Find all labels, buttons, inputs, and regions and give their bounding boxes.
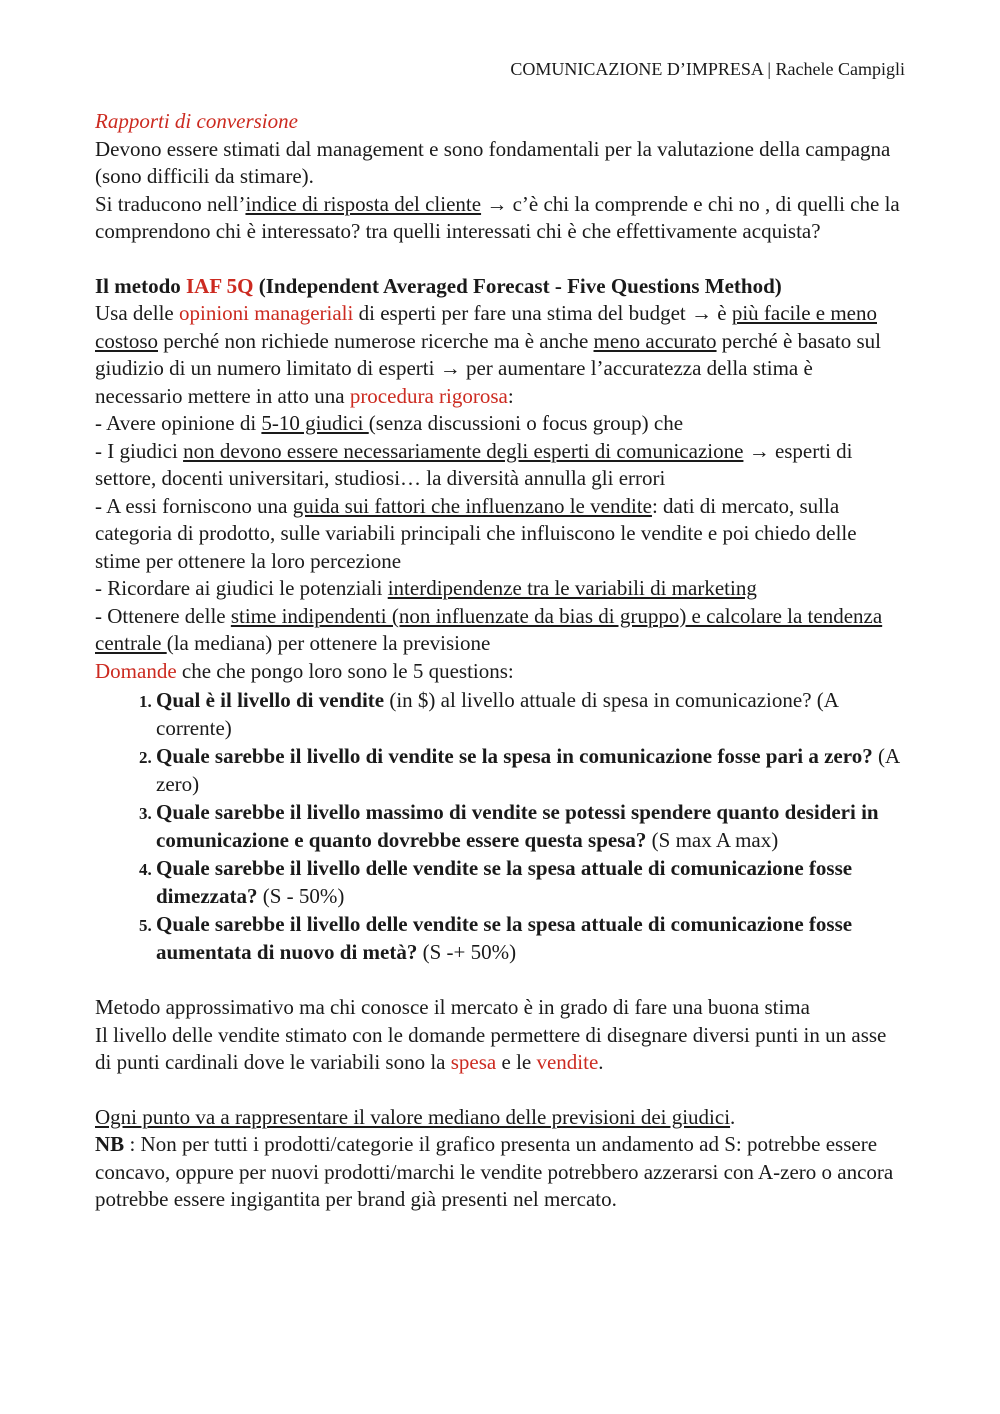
- text-run: (la mediana) per ottenere la previsione: [166, 631, 491, 655]
- text-run: .: [730, 1104, 736, 1129]
- text-run: perché è basato sul giudizio di un numero limitato di esperti → per aumentare l’accuratezza della stima è necessario mettere in atto una: [95, 328, 881, 408]
- question-item: [156, 911, 905, 966]
- underlined-term: guida sui fattori che influenzano le vendite: [292, 493, 652, 518]
- question-text: Qual è il livello di vendite: [156, 688, 385, 712]
- underlined-term: indice di risposta del cliente: [245, 191, 482, 216]
- method-acronym: IAF 5Q: [186, 273, 254, 298]
- highlight-term: opinioni manageriali: [178, 301, 354, 325]
- text-run: Usa delle: [95, 301, 179, 325]
- highlight-term: Domande: [95, 658, 177, 683]
- question-text: Quale sarebbe il livello massimo di vendite se potessi spendere quanto desideri in comunicazione e quanto dovrebbe essere questa spesa?: [156, 800, 879, 852]
- text-run: → esperti di settore, docenti universitari, studiosi… la diversità annulla gli errori: [95, 438, 853, 490]
- closing-paragraph-3: [95, 1104, 905, 1132]
- underlined-term: Ogni punto va a rappresentare il valore mediano delle previsioni dei giudici: [95, 1104, 731, 1129]
- underlined-term: più facile e meno costoso: [95, 301, 877, 353]
- spacer: [95, 246, 905, 273]
- text-run: : Non per tutti i prodotti/categorie il grafico presenta un andamento ad S: potrebbe essere concavo, oppure per nuovi prodotti/marchi le vendite potrebbero azzerarsi con A-zero o ancora potrebbe essere ingigantita per brand già presenti nel mercato.: [95, 1132, 894, 1211]
- nb-paragraph: [95, 1131, 905, 1214]
- closing-paragraph-1: Metodo approssimativo ma chi conosce il mercato è in grado di fare una buona stima: [95, 995, 810, 1019]
- question-text: Quale sarebbe il livello di vendite se la spesa in comunicazione fosse pari a zero?: [156, 744, 873, 768]
- section-title-conversion: Rapporti di conversione: [95, 109, 298, 133]
- text-run: :: [507, 383, 514, 408]
- closing-paragraph-2: [95, 1022, 905, 1077]
- method-intro: [95, 300, 905, 410]
- question-note: (S -+ 50%): [417, 939, 517, 964]
- underlined-term: 5-10 giudici: [261, 411, 369, 435]
- questions-intro: [95, 658, 905, 686]
- document-page: [95, 58, 905, 1214]
- question-item: [156, 687, 905, 742]
- text-run: (senza discussioni o focus group) che: [368, 411, 684, 435]
- question-note: (S max A max): [646, 827, 779, 852]
- text-run: - I giudici: [95, 438, 184, 463]
- text-run: - Ricordare ai giudici le potenziali: [95, 576, 388, 600]
- highlight-term: spesa: [450, 1050, 497, 1074]
- highlight-term: vendite: [536, 1050, 599, 1074]
- underlined-term: stime indipendenti (non influenzate da bias di gruppo) e calcolare la tendenza centrale: [95, 603, 883, 655]
- section-title-method: [95, 273, 905, 301]
- text-run: e le: [496, 1050, 537, 1074]
- text-run: perché non richiede numerose ricerche ma è anche: [158, 328, 594, 353]
- spacer: [95, 1077, 905, 1104]
- text-run: → c’è chi la comprende e chi no , di quelli che la comprendono chi è interessato? tra quelli interessati chi è che effettivamente acquista?: [95, 191, 900, 243]
- question-text: Quale sarebbe il livello delle vendite se la spesa attuale di comunicazione fosse aumentata di nuovo di metà?: [156, 912, 853, 964]
- text-run: Il livello delle vendite stimato con le domande permettere di disegnare diversi punti in un asse di punti cardinali dove le variabili sono la: [95, 1022, 887, 1074]
- question-text: Quale sarebbe il livello delle vendite se la spesa attuale di comunicazione fosse dimezzata?: [156, 856, 853, 908]
- question-note: (S - 50%): [257, 883, 345, 908]
- text-run: che che pongo loro sono le 5 questions:: [176, 658, 514, 683]
- underlined-term: interdipendenze tra le variabili di marketing: [387, 576, 757, 600]
- underlined-term: non devono essere necessariamente degli esperti di comunicazione: [183, 438, 744, 463]
- method-bullet-5: [95, 603, 905, 658]
- method-bullet-3: [95, 493, 905, 576]
- text-run: - Ottenere delle: [95, 603, 231, 628]
- conversion-paragraph-1: Devono essere stimati dal management e sono fondamentali per la valutazione della campagna (sono difficili da stimare).: [95, 136, 891, 188]
- page-header: COMUNICAZIONE D’IMPRESA | Rachele Campigli: [510, 59, 905, 79]
- text-run: .: [598, 1050, 604, 1074]
- nb-label: NB: [95, 1132, 125, 1156]
- method-bullet-2: [95, 438, 905, 493]
- text-run: - Avere opinione di: [95, 411, 262, 435]
- question-item: [156, 799, 905, 854]
- highlight-term: procedura rigorosa: [349, 383, 508, 408]
- text-run: : dati di mercato, sulla categoria di prodotto, sulle variabili principali che influiscono le vendite e poi chiedo delle stime per ottenere la loro percezione: [95, 493, 857, 573]
- method-bullet-1: [95, 410, 905, 438]
- spacer: [95, 967, 905, 994]
- question-item: [156, 743, 905, 798]
- method-bullet-4: [95, 575, 905, 603]
- five-questions-list: [95, 687, 905, 966]
- text-run: Il metodo: [95, 273, 186, 298]
- text-run: (Independent Averaged Forecast - Five Questions Method): [253, 273, 782, 298]
- underlined-term: meno accurato: [593, 328, 717, 353]
- conversion-paragraph-2: [95, 191, 905, 246]
- text-run: di esperti per fare una stima del budget → è: [353, 301, 732, 325]
- question-item: [156, 855, 905, 910]
- text-run: Si traducono nell’: [95, 191, 246, 216]
- question-note: (A zero): [156, 744, 899, 796]
- question-note: (in $) al livello attuale di spesa in comunicazione? (A corrente): [156, 688, 838, 740]
- text-run: - A essi forniscono una: [95, 493, 293, 518]
